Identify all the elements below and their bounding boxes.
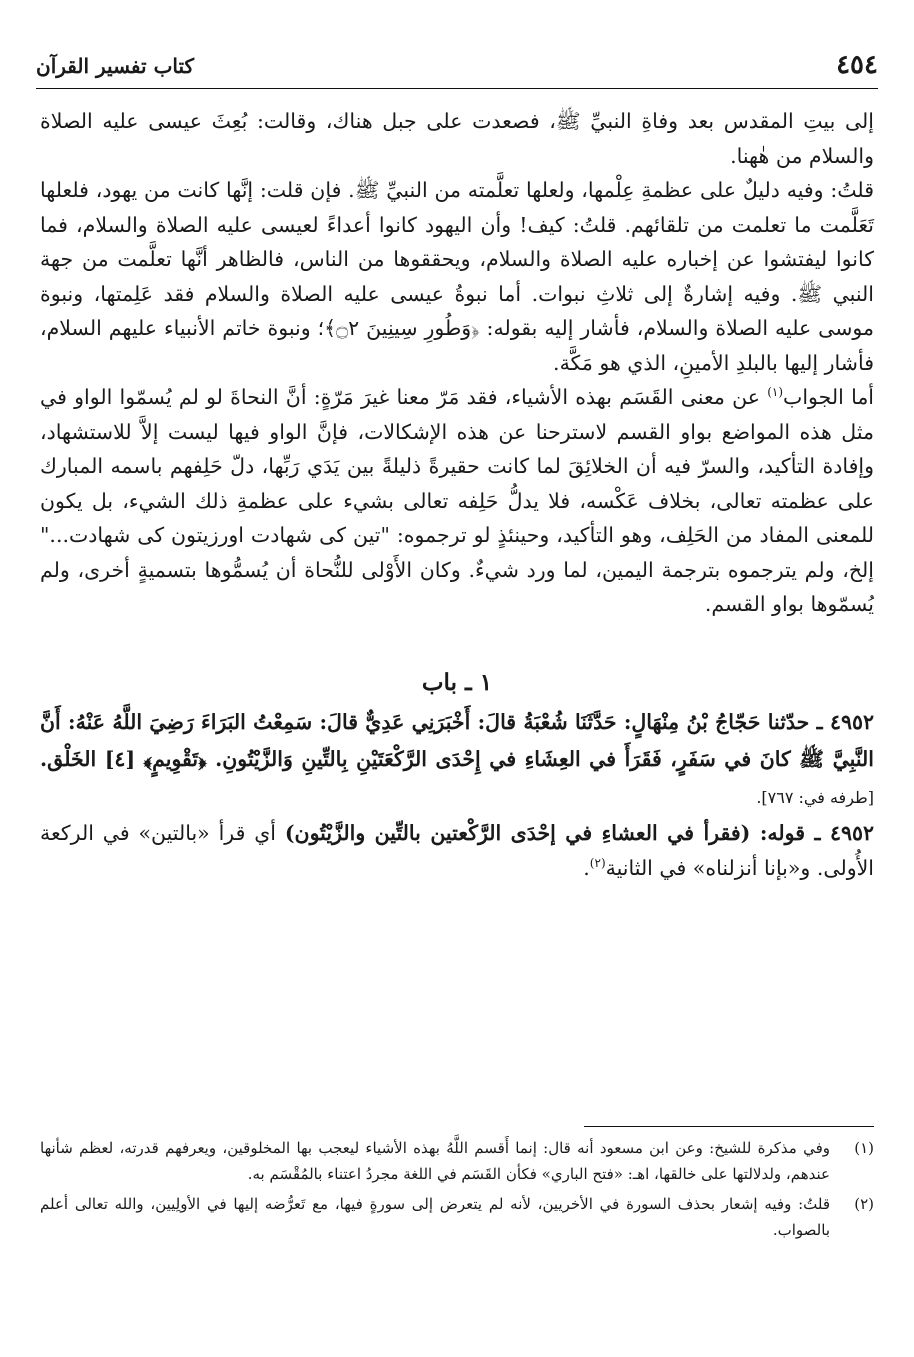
- footnote-number: (٢): [854, 1195, 874, 1213]
- footnote-text: قلتُ: وفيه إشعار بحذف السورة في الأخريين، لأنه لم يتعرض إلى سورةٍ فيها، مع تَعرُّضه إليها في الأولِيين، والله تعالى أعلم بالصواب.: [40, 1195, 830, 1239]
- page-header: [36, 44, 878, 89]
- footnote-text: وفي مذكرة للشيخ: وعن ابن مسعود أنه قال: إنما أَقسم اللَّهُ بهذه الأشياء ليعجب بها المخلوقين، ويعرفهم قدرته، لعظم شأنها عندهم، ولدلالتها على خالقها، اهـ: «فتح الباري» فكأن القَسَم في اللغة مجردُ اعتناء بالمُقْسَم به.: [40, 1139, 830, 1183]
- paragraph-answer: [40, 380, 874, 622]
- hadith-cross-reference: [طرفه في: ٧٦٧].: [756, 788, 874, 807]
- footnote-number: (١): [854, 1139, 874, 1157]
- hadith-commentary: ٤٩٥٢ ـ قوله: (فقرأ في العشاءِ في إحْدَى الرَّكْعتين بالتِّين والزَّيْتُون) أي قرأ «بالتين» في الركعة الأُولى. و«بإنا أنزلناه» في الثانية$^{(٢)}$.: [40, 821, 874, 880]
- page-number: ٤٥٤: [836, 50, 878, 80]
- hadith-body: ٤٩٥٢ ـ حدّثنا حَجّاجُ بْنُ مِنْهَالٍ: حَدَّثَنَا شُعْبَةُ قالَ: أَخْبَرَنِي عَدِيٌّ قالَ: سَمِعْتُ البَرَاءَ رَضِيَ اللَّهُ عَنْهُ: أَنَّ النَّبِيَّ ﷺ كانَ في سَفَرٍ، فَقَرَأَ في العِشَاءِ في إِحْدَى الرَّكْعَتَيْنِ بِالتِّينِ وَالزَّيْتُونِ. ﴿تَقْوِيمٍ﴾ [٤] الخَلْق.: [40, 710, 874, 771]
- main-text: [40, 104, 874, 885]
- answer-text: عن معنى القَسَم بهذه الأشياء، فقد مَرّ معنا غيرَ مَرّةٍ: أنَّ النحاةَ لو لم يُسمّوا الواو في مثل هذه المواضع بواو القسم لاسترحنا عن هذه الإشكالات، فإنَّ الواو فيها ليست إلاَّ للاستشهاد، وإفادة التأكيد، والسرّ فيه أن الخلائِقَ لما كانت حقيرةً ذليلةً بين يَدَي رَبِّها، دلّ حَلِفهم باسمه المبارك على عظمته تعالى، بخلاف عَكْسه، فلا يدلُّ حَلِفه تعالى بشيء على عظمةِ ذلك الشيء، بل يكون للمعنى المفاد من الحَلِف، وهو التأكيد، وحينئذٍ لو ترجموه: "تين كى شهادت اورزيتون كى شهادت..." إلخ، ولم يترجموه بترجمة اليمين، لما ورد شيءٌ. وكان الأَوْلى للنُّحاة أن يُسمُّوها بتسميةٍ أخرى، ولم يُسمّوها بواو القسم.: [40, 385, 874, 616]
- hadith-text: [40, 704, 874, 816]
- hadith-commentary-text: أي قرأ «بالتين» في الركعة الأُولى. و«بإنا أنزلناه» في الثانية: [40, 821, 874, 880]
- footnote-mark-1: (١): [767, 385, 784, 400]
- running-title: كتاب تفسير القرآن: [36, 54, 195, 78]
- chapter-heading: ١ ـ باب: [421, 668, 493, 696]
- answer-lead: أما الجواب: [783, 385, 874, 409]
- paragraph-continuation: إلى بيتِ المقدس بعد وفاةِ النبيِّ ﷺ، فصعدت على جبل هناك، وقالت: بُعِثَ عيسى عليه الصلاة والسلام من هٰهنا.: [40, 109, 874, 168]
- paragraph-commentary: قلتُ: وفيه دليلٌ على عظمةِ عِلْمها، ولعلها تعلَّمته من النبيِّ ﷺ. فإن قلت: إنَّها كانت من يهود، فلعلها تَعَلَّمت ما تعلمت من تلقائهم. قلتُ: كيف! وأن اليهود كانوا أعداءً لعيسى عليه الصلاة والسلام، فما كانوا ليفتشوا عن إخباره عليه الصلاة والسلام، ويحققوها من الناس، فالظاهر أنَّها تعلَّمت من جهة النبي ﷺ. وفيه إشارةٌ إلى ثلاثِ نبوات. أما نبوةُ عيسى عليه الصلاة والسلام فقد عَلِمتها، ونبوة موسى عليه الصلاة والسلام، فأشار إليه بقوله: ﴿وَطُورِ سِينِينَ ۝٢﴾؛ ونبوة خاتم الأنبياء عليهم السلام، فأشار إليها بالبلدِ الأمينِ، الذي هو مَكَّة.: [40, 178, 875, 375]
- footnote-divider: [584, 1126, 874, 1127]
- footnote-1: [40, 1136, 874, 1187]
- footnote-2: [40, 1192, 874, 1243]
- footnote-mark-2: (٢): [589, 855, 606, 870]
- hadith-commentary-lead: ٤٩٥٢ ـ قوله: (فقرأ في العشاءِ في إحْدَى الرَّكْعتين بالتِّين والزَّيْتُون): [284, 821, 874, 845]
